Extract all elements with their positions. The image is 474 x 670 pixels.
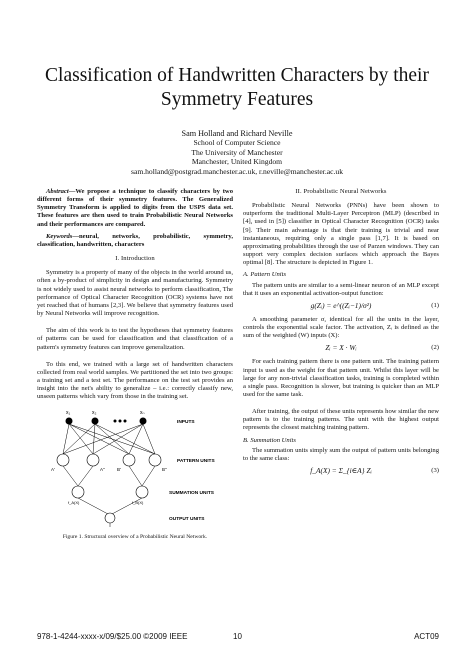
equation-3	[243, 463, 439, 485]
keywords	[37, 233, 233, 249]
label-pattern-units: PATTERN UNITS	[177, 459, 215, 465]
label-fb: f_B(X)	[132, 500, 144, 506]
footer-page-number: 10	[233, 632, 242, 641]
intro-paragraph-2: The aim of this work is to test the hypotheses that symmetry features of patterns can be used for classification and that classification of a pattern's symmetry features can improve generalization.	[37, 327, 233, 351]
author-block	[40, 129, 434, 176]
author-school: School of Computer Science	[193, 138, 281, 148]
keywords-text: —neural, networks, probabilistic, symmetry, classification, handwritten, characters	[37, 232, 233, 248]
label-a1: A'	[51, 467, 55, 473]
author-city: Manchester, United Kingdom	[191, 157, 283, 167]
equation-1-body: g(Zᵢ) = e^((Zᵢ−1)/σ²)	[310, 300, 372, 310]
equation-1	[243, 298, 439, 316]
pattern-unit-a2	[87, 454, 99, 466]
input-node-1	[66, 418, 73, 425]
abstract-text: —We propose a technique to classify characters by two different forms of their symmetry features. The Generalized Symmetry Transform is applied to digits from the USPS data set. These features are then used to train Probabilistic Neural Networks and their performances are compared.	[37, 188, 233, 228]
equation-3-number: (3)	[431, 467, 439, 475]
pattern-unit-b2	[149, 454, 161, 466]
label-b1: B'	[117, 467, 121, 473]
pnn-paragraph-1: Probabilistic Neural Networks (PNNs) have been shown to outperform the traditional Multi-Layer Perceptron (MLP) (described in [4], used in [5]) classifier in Optical Character Recognition (OCR) tasks [9]. Their main advantage is that their training is trivial and near instantaneous, requiring only a single pass [1,7]. It is based on approximating probabilities through the use of Parzen windows. They can support very complex decision surfaces which approach the Bayes optimal [8]. The structure is depicted in Figure 1.	[243, 202, 439, 267]
author-names: Sam Holland and Richard Neville	[181, 129, 293, 138]
label-x1: x₁	[66, 410, 71, 417]
subsection-summation-units: B. Summation Units	[243, 436, 296, 444]
left-column	[37, 188, 233, 540]
keywords-label: Keywords	[46, 232, 73, 240]
abstract-label: Abstract	[46, 188, 69, 195]
subsection-pattern-units: A. Pattern Units	[243, 271, 287, 279]
equation-2	[243, 340, 439, 358]
abstract	[37, 188, 233, 229]
pnn-diagram	[37, 407, 233, 527]
summation-unit-b	[136, 486, 148, 498]
right-column	[243, 188, 439, 485]
output-unit	[105, 513, 115, 523]
label-summation-units: SUMMATION UNITS	[169, 491, 214, 497]
footer-isbn: 978-1-4244-xxxx-x/09/$25.00 ©2009 IEEE	[37, 632, 188, 641]
smoothing-paragraph: A smoothing parameter σ, identical for all the units in the layer, controls the exponential scale factor. The activation, Zᵢ is defined as the sum of the weighted (W) inputs (X):	[243, 315, 439, 340]
input-node-2	[92, 418, 99, 425]
label-b2: B''	[162, 467, 167, 473]
summation-paragraph: The summation units simply sum the output of pattern units belonging to the same class:	[243, 446, 439, 462]
author-email: sam.holland@postgrad.manchester.ac.uk, r.neville@manchester.ac.uk	[131, 166, 343, 176]
footer-code: ACT09	[414, 632, 439, 641]
label-x2: x₂	[92, 410, 97, 417]
label-fa: f_A(X)	[68, 500, 80, 506]
author-university: The University of Manchester	[191, 147, 283, 157]
label-xn: xₙ	[140, 410, 145, 417]
pattern-unit-b1	[123, 454, 135, 466]
equation-2-number: (2)	[431, 344, 439, 352]
input-node-n	[140, 418, 147, 425]
intro-paragraph-1: Symmetry is a property of many of the objects in the world around us, often a by-product of simplicity in design and manufacturing. Symmetry is not widely used to assist neural networks to perform classification, The performance of Optical Character Recognition (OCR) systems have not yet reached that of humans [2,3]. We believe that symmetry features used by Neural Networks will improve recognition.	[37, 269, 233, 318]
pattern-units-paragraph: The pattern units are similar to a semi-linear neuron of an MLP except that it uses an exponential activation-output function:	[243, 281, 439, 297]
equation-1-number: (1)	[431, 301, 439, 309]
pnn-figure	[37, 407, 233, 540]
paper-title	[30, 64, 444, 112]
pattern-unit-a1	[57, 454, 69, 466]
label-inputs: INPUTS	[177, 420, 195, 426]
intro-paragraph-3: To this end, we trained with a large set of handwritten characters collected from real world samples. We partitioned the set into two groups: a training set and a test set. The performance on the test set provides an insight into the net's ability to generalize – i.e.: correctly classify new, unseen patterns which vary from those in the training set.	[37, 360, 233, 401]
section-heading-introduction: I. Introduction	[115, 255, 155, 263]
summation-unit-a	[72, 486, 84, 498]
after-training-paragraph: After training, the output of these units represents how similar the new pattern is to the training patterns. The unit with the highest output represents the closest matching training pattern.	[243, 408, 439, 432]
figure-caption: Figure 1. Structural overview of a Probabilistic Neural Network.	[62, 533, 208, 540]
label-a2: A''	[100, 467, 105, 473]
section-heading-pnn: II. Probabilistic Neural Networks	[295, 188, 387, 195]
label-output-units: OUTPUT UNITS	[169, 517, 205, 523]
equation-3-body: f_A(X) = Σ_{i∈A} Zᵢ	[310, 466, 372, 476]
title-line-2: Symmetry Features	[160, 89, 314, 110]
training-paragraph: For each training pattern there is one pattern unit. The training pattern input is used as the weight for that pattern unit. Whilst this layer will be large for any non-trivial classification tasks, training is completed within a single pass. Recognition is slower, but training is quicker than an MLP used for the same task.	[243, 358, 439, 398]
title-line-1: Classification of Handwritten Characters by their	[45, 65, 429, 86]
equation-2-body: Zᵢ = X · Wᵢ	[325, 343, 357, 353]
